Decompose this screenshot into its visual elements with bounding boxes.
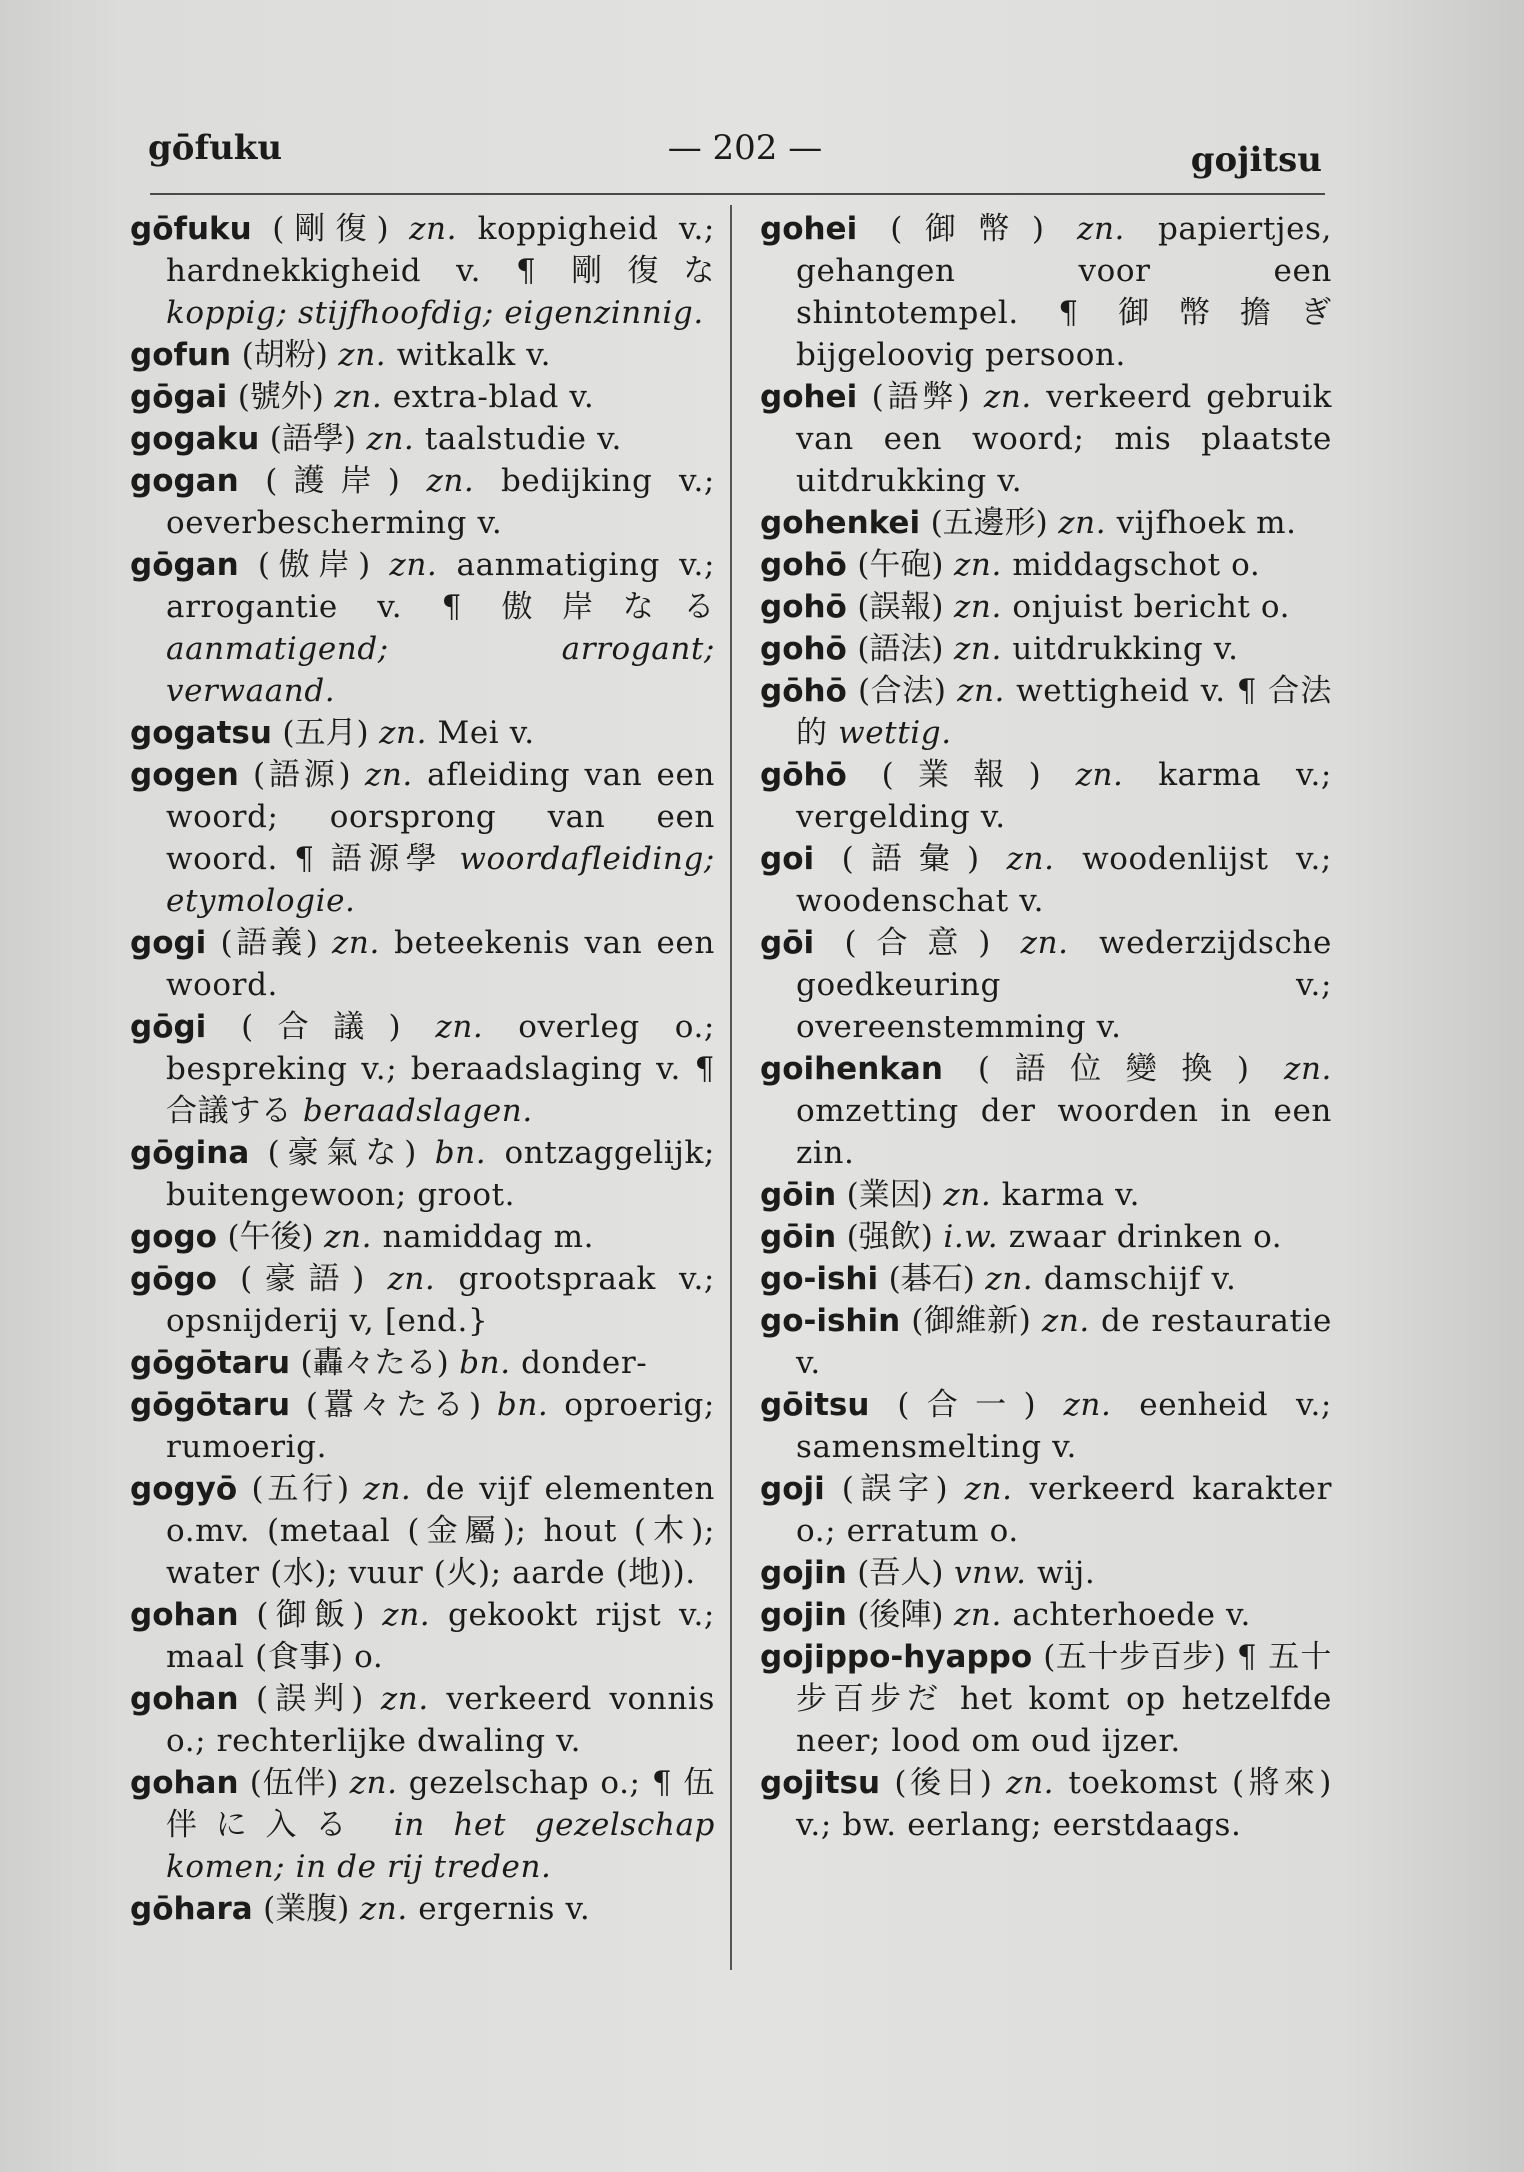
dictionary-entry <box>760 544 1332 586</box>
definition: verkeerd karakter o.; erratum o. <box>796 1471 1332 1549</box>
definition: beteekenis van een woord. <box>166 925 715 1003</box>
dictionary-entry <box>760 1594 1332 1636</box>
definition: wettigheid v. ¶ 合法的 <box>796 673 1332 751</box>
example-translation: wettig. <box>838 715 952 751</box>
dictionary-entry <box>130 376 715 418</box>
grammar-label: zn. <box>985 1261 1034 1297</box>
dictionary-entry <box>130 1888 715 1930</box>
headword: gōhara <box>130 1891 253 1927</box>
grammar-label: zn. <box>954 631 1002 667</box>
entry-kanji: (語位變換) <box>977 1051 1249 1087</box>
entry-kanji: (語法) <box>857 631 944 667</box>
headword: gohan <box>130 1765 239 1801</box>
definition: eenheid v.; samensmelting v. <box>796 1387 1332 1465</box>
grammar-label: zn. <box>1020 925 1069 961</box>
definition: afleiding van een woord; oorsprong van een woord. ¶ 語源學 <box>166 757 715 877</box>
entry-kanji: (號外) <box>237 379 324 415</box>
grammar-label: zn. <box>1077 211 1125 247</box>
entry-kanji: (吾人) <box>857 1555 944 1591</box>
example-translation: woordafleiding; etymologie. <box>166 841 715 919</box>
headword: gogan <box>130 463 239 499</box>
example-translation: beraadslagen. <box>302 1093 533 1129</box>
left-column <box>130 208 715 1930</box>
dictionary-entry <box>760 1384 1332 1468</box>
dictionary-entry <box>760 1174 1332 1216</box>
definition: taalstudie v. <box>424 421 622 457</box>
entry-kanji: (語源) <box>253 757 351 793</box>
grammar-label: zn. <box>359 1891 408 1927</box>
headword: gōhō <box>760 673 847 709</box>
dictionary-entry <box>130 334 715 376</box>
definition: donder- <box>521 1345 648 1381</box>
grammar-label: zn. <box>954 547 1002 583</box>
definition: bedijking v.; oeverbescherming v. <box>166 463 715 541</box>
entry-kanji: (業因) <box>846 1177 933 1213</box>
entry-kanji: (誤字) <box>841 1471 948 1507</box>
definition: overleg o.; bespreking v.; beraadslaging v. ¶ 合議する <box>166 1009 715 1129</box>
entry-kanji: (剛復) <box>272 211 389 247</box>
entry-kanji: (誤報) <box>857 589 944 625</box>
grammar-label: zn. <box>366 421 415 457</box>
header-rule <box>150 193 1325 195</box>
headword: goihenkan <box>760 1051 943 1087</box>
dictionary-entry <box>760 754 1332 838</box>
definition: gezelschap o.; ¶ 伍伴に入る <box>166 1765 715 1843</box>
headword: gōgi <box>130 1009 207 1045</box>
grammar-label: zn. <box>338 337 387 373</box>
headword: gogaku <box>130 421 260 457</box>
dictionary-entry <box>760 670 1332 754</box>
definition: woodenlijst v.; woodenschat v. <box>796 841 1332 919</box>
grammar-label: zn. <box>953 1597 1002 1633</box>
headword: gōitsu <box>760 1387 870 1423</box>
headword: gohei <box>760 379 858 415</box>
dictionary-entry <box>760 628 1332 670</box>
grammar-label: zn. <box>364 757 413 793</box>
definition: papiertjes, gehangen voor een shintotempel. ¶ 御幣擔ぎ bijgeloovig persoon. <box>796 211 1332 373</box>
headword: gogi <box>130 925 207 961</box>
dictionary-entry <box>760 502 1332 544</box>
definition: witkalk v. <box>396 337 552 373</box>
definition: Mei v. <box>437 715 535 751</box>
definition: ¶ 五十步百步だ het komt op hetzelfde neer; lood om oud ijzer. <box>796 1639 1332 1759</box>
definition: extra-blad v. <box>392 379 595 415</box>
dictionary-entry <box>130 1678 715 1762</box>
dictionary-entry <box>130 544 715 712</box>
entry-kanji: (囂々たる) <box>305 1387 482 1423</box>
grammar-label: zn. <box>943 1177 992 1213</box>
grammar-label: zn. <box>363 1471 412 1507</box>
grammar-label: zn. <box>1075 757 1124 793</box>
grammar-label: zn. <box>332 925 380 961</box>
headword: go-ishin <box>760 1303 901 1339</box>
definition: vijfhoek m. <box>1116 505 1297 541</box>
dictionary-entry <box>130 1132 715 1216</box>
definition: wij. <box>1037 1555 1096 1591</box>
dictionary-entry <box>130 712 715 754</box>
grammar-label: zn. <box>382 1597 431 1633</box>
grammar-label: zn. <box>334 379 383 415</box>
headword: gōgōtaru <box>130 1387 291 1423</box>
entry-kanji: (語學) <box>269 421 356 457</box>
dictionary-entry <box>130 1594 715 1678</box>
definition: middagschot o. <box>1012 547 1261 583</box>
headword: gohō <box>760 631 847 667</box>
dictionary-entry <box>130 1006 715 1132</box>
definition: onjuist bericht o. <box>1012 589 1291 625</box>
grammar-label: zn. <box>983 379 1032 415</box>
grammar-label: bn. <box>459 1345 511 1381</box>
dictionary-entry <box>130 208 715 334</box>
headword: gogen <box>130 757 239 793</box>
entry-kanji: (午後) <box>227 1219 314 1255</box>
headword: goji <box>760 1471 825 1507</box>
grammar-label: zn. <box>957 673 1006 709</box>
headword: gojippo-hyappo <box>760 1639 1033 1675</box>
dictionary-entry <box>130 1342 715 1384</box>
headword: gōin <box>760 1177 837 1213</box>
headword: gojitsu <box>760 1765 881 1801</box>
grammar-label: zn. <box>1006 841 1055 877</box>
headword: gōhō <box>760 757 847 793</box>
entry-kanji: (後日) <box>894 1765 992 1801</box>
headword: goi <box>760 841 815 877</box>
headword: gōgan <box>130 547 239 583</box>
entry-kanji: (合法) <box>857 673 946 709</box>
grammar-label: zn. <box>1006 1765 1055 1801</box>
dictionary-entry <box>130 1468 715 1594</box>
entry-kanji: (伍伴) <box>249 1765 339 1801</box>
dictionary-entry <box>760 838 1332 922</box>
headword: gogyō <box>130 1471 238 1507</box>
headword: gogatsu <box>130 715 272 751</box>
headword: gohan <box>130 1597 239 1633</box>
dictionary-entry <box>760 1300 1332 1384</box>
definition: de restauratie v. <box>796 1303 1332 1381</box>
header-right-guideword: gojitsu <box>1190 140 1322 180</box>
entry-kanji: (轟々たる) <box>300 1345 449 1381</box>
headword: gohō <box>760 589 847 625</box>
headword: gōgina <box>130 1135 250 1171</box>
headword: gogo <box>130 1219 217 1255</box>
entry-kanji: (豪語) <box>240 1261 365 1297</box>
entry-kanji: (胡粉) <box>241 337 328 373</box>
example-translation: in het gezelschap komen; in de rij treden. <box>166 1807 715 1885</box>
dictionary-entry <box>130 1258 715 1342</box>
headword: gōfuku <box>130 211 252 247</box>
grammar-label: zn. <box>379 715 428 751</box>
grammar-label: zn. <box>1063 1387 1112 1423</box>
entry-kanji: (傲岸) <box>257 547 371 583</box>
entry-kanji: (合一) <box>897 1387 1036 1423</box>
grammar-label: bn. <box>434 1135 487 1171</box>
entry-kanji: (五十步百步) <box>1043 1639 1226 1675</box>
dictionary-entry <box>760 922 1332 1048</box>
headword: gohei <box>760 211 858 247</box>
example-translation: koppig; stijfhoofdig; eigenzinnig. <box>166 295 704 331</box>
definition: wederzijdsche goedkeuring v.; overeenstemming v. <box>796 925 1332 1045</box>
definition: karma v.; vergelding v. <box>796 757 1332 835</box>
definition: oproerig; rumoerig. <box>166 1387 715 1465</box>
headword: gojin <box>760 1555 847 1591</box>
definition: koppigheid v.; hardnekkigheid v. ¶ 剛復な <box>166 211 715 289</box>
grammar-label: zn. <box>964 1471 1013 1507</box>
definition: karma v. <box>1001 1177 1141 1213</box>
definition: ergernis v. <box>418 1891 591 1927</box>
headword: gōgōtaru <box>130 1345 291 1381</box>
entry-kanji: (語彙) <box>841 841 980 877</box>
headword: gōi <box>760 925 815 961</box>
dictionary-entry <box>760 1216 1332 1258</box>
definition: damschijf v. <box>1043 1261 1237 1297</box>
entry-kanji: (五行) <box>251 1471 350 1507</box>
entry-kanji: (合議) <box>241 1009 401 1045</box>
dictionary-entry <box>130 922 715 1006</box>
definition: verkeerd vonnis o.; rechterlijke dwaling v. <box>166 1681 715 1759</box>
headword: gōgai <box>130 379 228 415</box>
entry-kanji: (誤判) <box>256 1681 364 1717</box>
definition: zwaar drinken o. <box>1008 1219 1283 1255</box>
dictionary-entry <box>130 418 715 460</box>
definition: verkeerd gebruik van een woord; mis plaatste uitdrukking v. <box>796 379 1332 499</box>
entry-kanji: (御維新) <box>911 1303 1031 1339</box>
definition: omzetting der woorden in een zin. <box>796 1093 1332 1171</box>
grammar-label: zn. <box>409 211 458 247</box>
grammar-label: zn. <box>389 547 438 583</box>
definition: achterhoede v. <box>1012 1597 1251 1633</box>
entry-kanji: (語義) <box>220 925 318 961</box>
grammar-label: zn. <box>324 1219 373 1255</box>
grammar-label: zn. <box>349 1765 398 1801</box>
entry-kanji: (豪氣な) <box>267 1135 417 1171</box>
definition: ontzaggelijk; buitengewoon; groot. <box>166 1135 715 1213</box>
dictionary-entry <box>760 1468 1332 1552</box>
headword: gohō <box>760 547 847 583</box>
entry-kanji: (强飲) <box>846 1219 933 1255</box>
dictionary-entry <box>130 1384 715 1468</box>
dictionary-entry <box>760 1552 1332 1594</box>
entry-kanji: (合意) <box>844 925 991 961</box>
entry-kanji: (御幣) <box>890 211 1045 247</box>
headword: go-ishi <box>760 1261 879 1297</box>
dictionary-entry <box>130 1216 715 1258</box>
grammar-label: bn. <box>496 1387 549 1423</box>
grammar-label: zn. <box>435 1009 484 1045</box>
header-left-guideword: gōfuku <box>148 128 283 168</box>
headword: gohenkei <box>760 505 921 541</box>
page-number: — 202 — <box>667 128 823 168</box>
dictionary-entry <box>760 1048 1332 1174</box>
grammar-label: zn. <box>387 1261 436 1297</box>
dictionary-entry <box>130 460 715 544</box>
entry-kanji: (午砲) <box>857 547 944 583</box>
dictionary-entry <box>130 1762 715 1888</box>
grammar-label: vnw. <box>953 1555 1027 1591</box>
dictionary-entry <box>130 754 715 922</box>
headword: gohan <box>130 1681 239 1717</box>
entry-kanji: (後陣) <box>857 1597 944 1633</box>
entry-kanji: (五邊形) <box>930 505 1048 541</box>
dictionary-entry <box>760 376 1332 502</box>
grammar-label: zn. <box>380 1681 429 1717</box>
grammar-label: zn. <box>954 589 1002 625</box>
definition: namiddag m. <box>382 1219 595 1255</box>
definition: de vijf elementen o.mv. (metaal (金屬); hout (木); water (水); vuur (火); aarde (地)). <box>166 1471 715 1591</box>
definition: gekookt rijst v.; maal (食事) o. <box>166 1597 715 1675</box>
definition: uitdrukking v. <box>1012 631 1239 667</box>
definition: toekomst (將來) v.; bw. eerlang; eerstdaags. <box>796 1765 1332 1843</box>
headword: gōgo <box>130 1261 217 1297</box>
grammar-label: i.w. <box>943 1219 999 1255</box>
grammar-label: zn. <box>426 463 475 499</box>
dictionary-entry <box>760 1762 1332 1846</box>
entry-kanji: (御飯) <box>256 1597 365 1633</box>
grammar-label: zn. <box>1041 1303 1090 1339</box>
definition: grootspraak v.; opsnijderij v, [end.} <box>166 1261 715 1339</box>
right-column <box>760 208 1332 1846</box>
entry-kanji: (業腹) <box>263 1891 350 1927</box>
example-translation: aanmatigend; arrogant; verwaand. <box>166 631 715 709</box>
dictionary-entry <box>760 586 1332 628</box>
entry-kanji: (業報) <box>881 757 1041 793</box>
dictionary-entry <box>760 208 1332 376</box>
definition: aanmatiging v.; arrogantie v. ¶ 傲岸なる <box>166 547 715 625</box>
grammar-label: zn. <box>1284 1051 1332 1087</box>
entry-kanji: (五月) <box>282 715 369 751</box>
entry-kanji: (語弊) <box>871 379 970 415</box>
headword: gofun <box>130 337 232 373</box>
headword: gojin <box>760 1597 847 1633</box>
entry-kanji: (碁石) <box>888 1261 975 1297</box>
entry-kanji: (護岸) <box>265 463 400 499</box>
dictionary-entry <box>760 1636 1332 1762</box>
dictionary-entry <box>760 1258 1332 1300</box>
grammar-label: zn. <box>1058 505 1107 541</box>
column-divider <box>730 205 732 1970</box>
headword: gōin <box>760 1219 837 1255</box>
